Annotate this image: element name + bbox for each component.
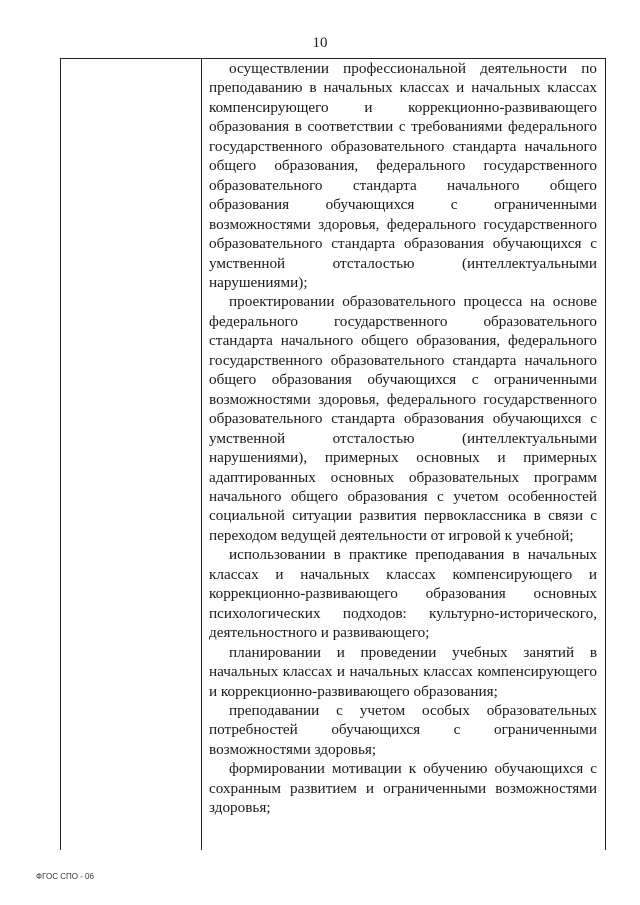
table-content-cell [209, 59, 597, 818]
paragraph-psychological-approaches: использовании в практике преподавания в начальных классах и начальных классах компенсирующего и коррекционно-развивающего образования основных психологических подходов: культурно-исторического, деятельностного и развивающего; [209, 546, 597, 642]
table-column-divider [201, 59, 202, 850]
page-number: 10 [312, 35, 328, 51]
paragraph-motivation: формировании мотивации к обучению обучающихся с сохранным развитием и ограниченными возможностями здоровья; [209, 760, 597, 817]
paragraph-special-needs-teaching: преподавании с учетом особых образовательных потребностей обучающихся с ограниченными возможностями здоровья; [209, 701, 597, 758]
footer-document-code: ФГОС СПО - 06 [36, 872, 94, 881]
paragraph-professional-activity: осуществлении профессиональной деятельности по преподаванию в начальных классах и начальных классах компенсирующего и коррекционно-развивающего образования в соответствии с требованиями федерального государственного образовательного стандарта начального общего образования, федерального государственного образовательного стандарта начального общего образования обучающихся с ограниченными возможностями здоровья, федерального государственного образовательного стандарта образования обучающихся с умственной отсталостью (интеллектуальными нарушениями); [209, 60, 597, 291]
paragraph-planning-lessons: планировании и проведении учебных занятий в начальных классах и начальных классах компенсирующего и коррекционно-развивающего образования; [209, 643, 597, 700]
document-table [60, 58, 606, 850]
paragraph-designing-process: проектировании образовательного процесса на основе федерального государственного образовательного стандарта начального общего образования, федерального государственного образовательного стандарта начального общего образования обучающихся с ограниченными возможностями здоровья, федерального государственного образовательного стандарта образования обучающихся с умственной отсталостью (интеллектуальными нарушениями), примерных основных и примерных адаптированных основных образовательных программ начального общего образования с учетом особенностей социальной ситуации развития первоклассника в связи с переходом ведущей деятельности от игровой к учебной; [209, 293, 597, 544]
